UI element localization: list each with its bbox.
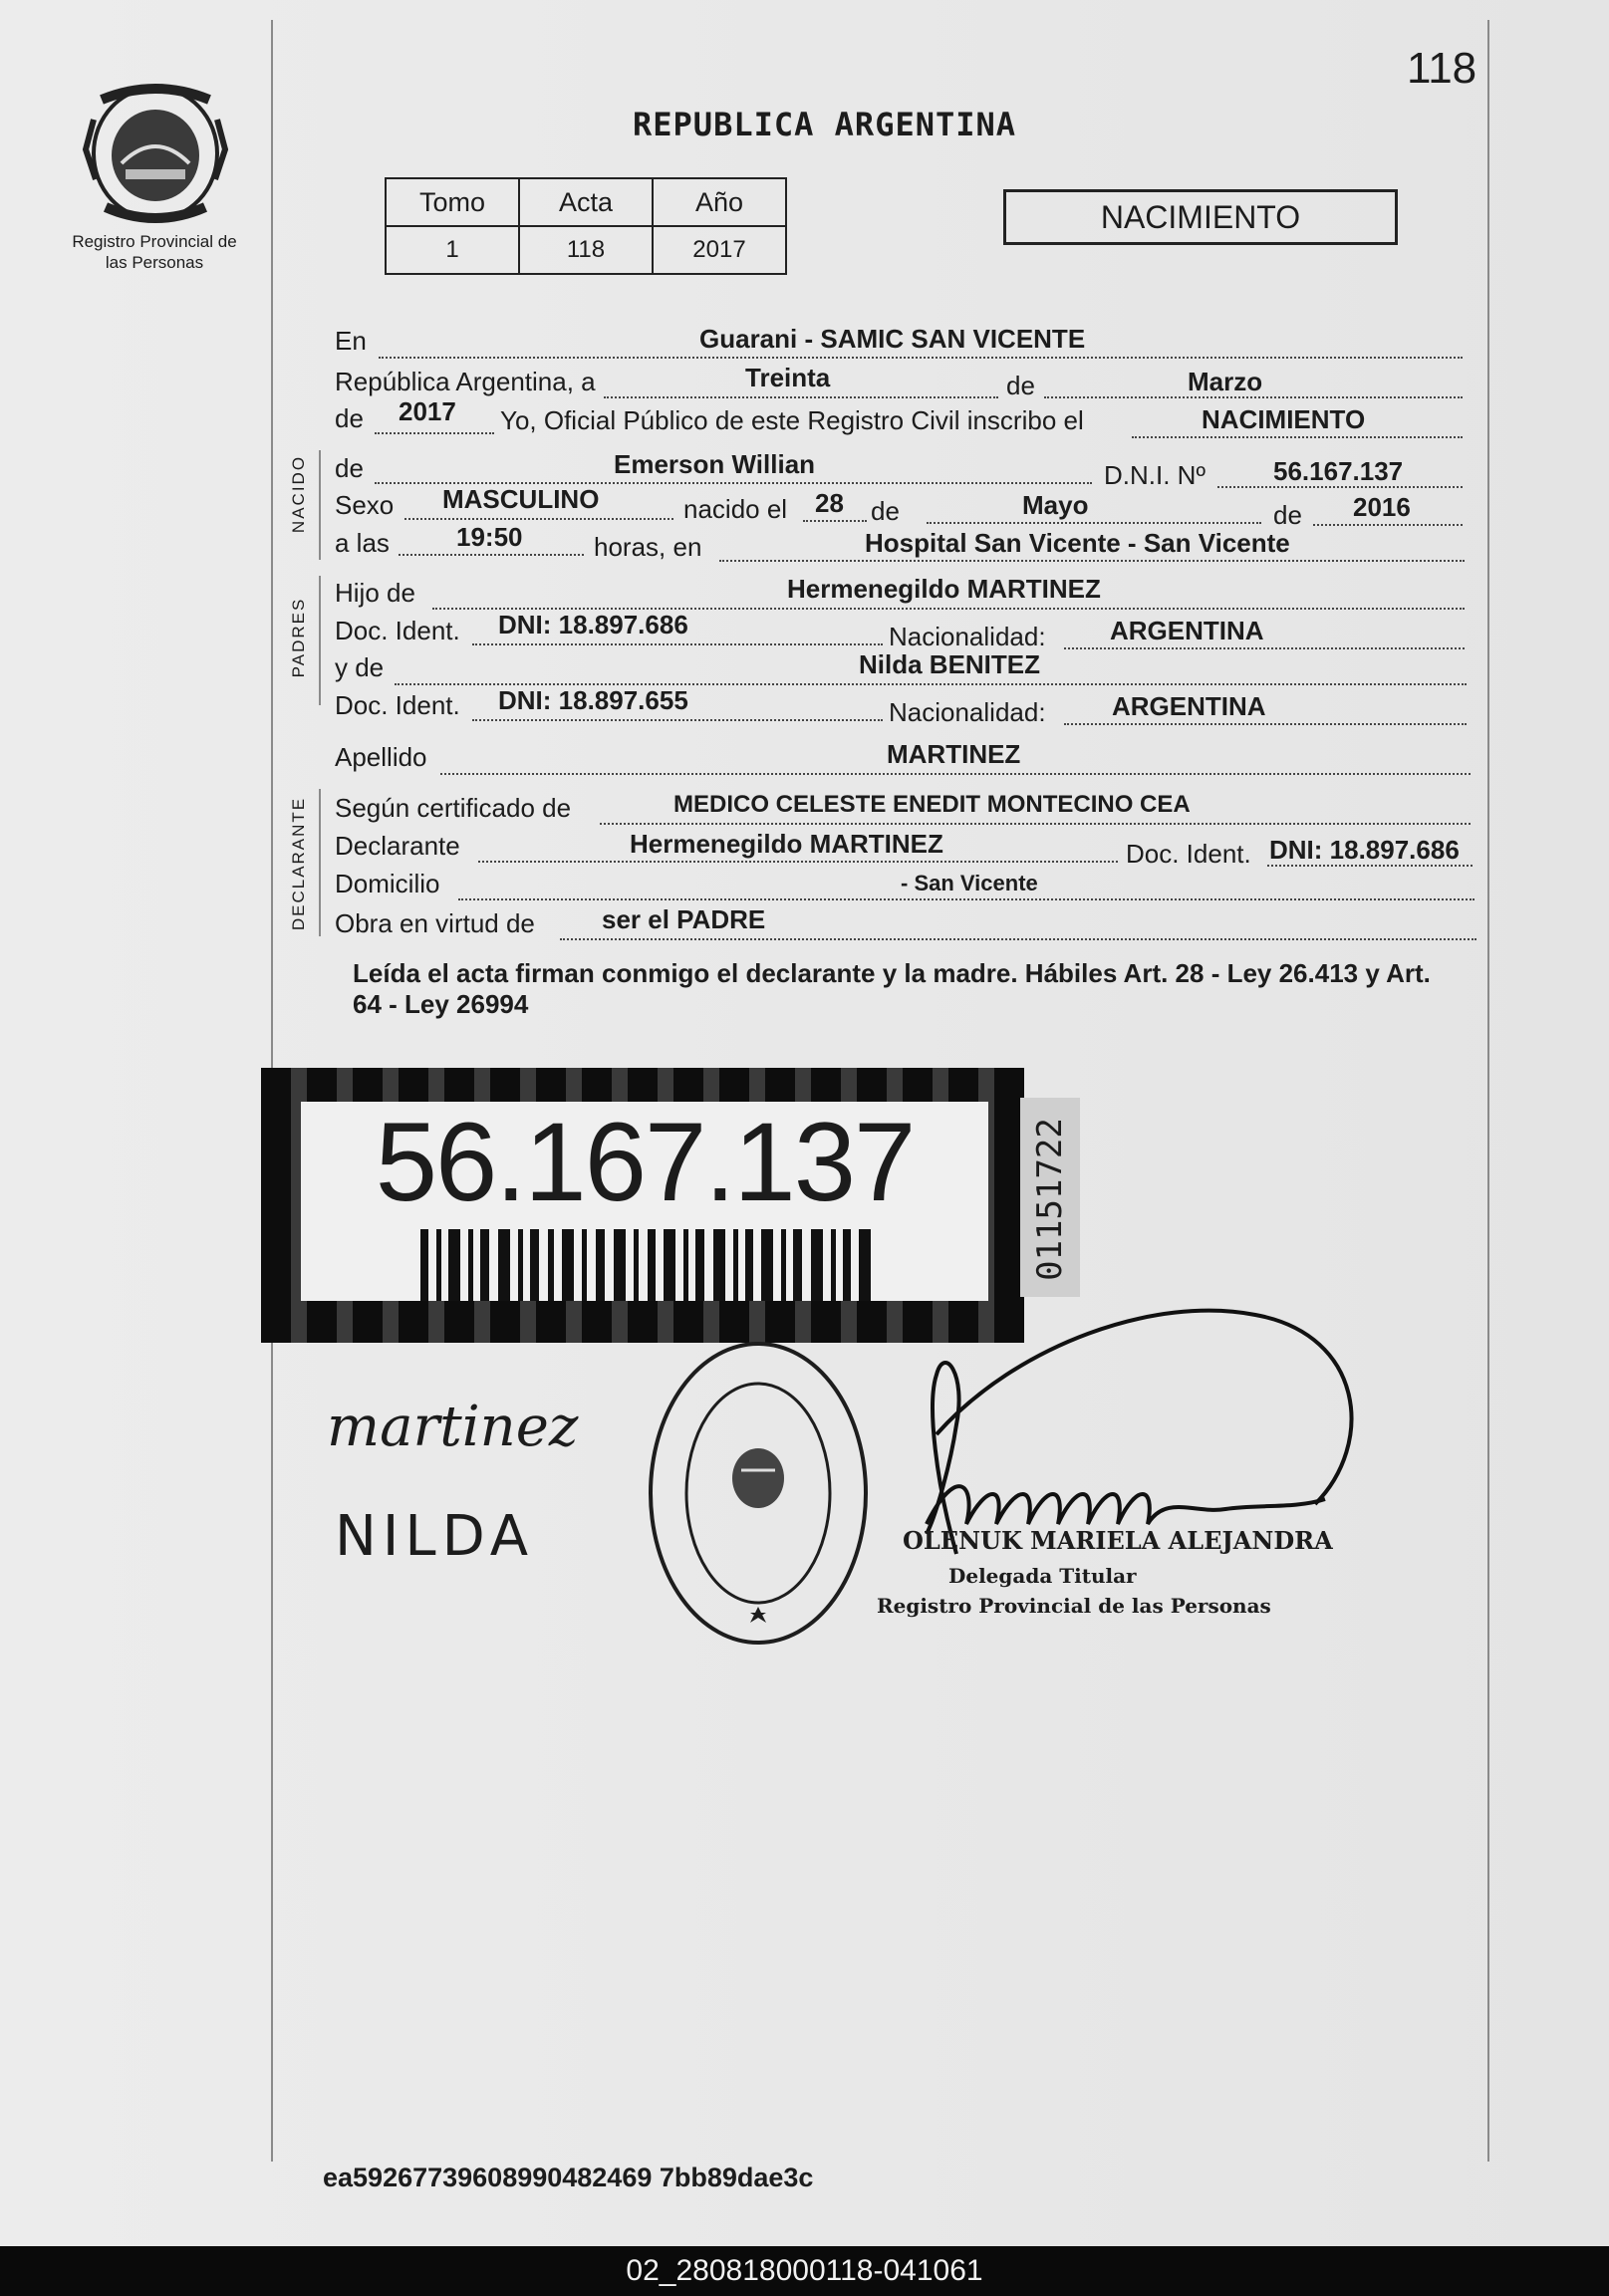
label-horas-en: horas, en bbox=[594, 532, 702, 562]
label-certificado: Según certificado de bbox=[335, 793, 572, 823]
birth-time-value: 19:50 bbox=[456, 522, 523, 552]
label-dni: D.N.I. Nº bbox=[1104, 460, 1206, 490]
line-birth-month bbox=[927, 522, 1261, 524]
line-domicile bbox=[458, 898, 1475, 900]
line-father-nat bbox=[1064, 647, 1465, 649]
dni-value: 56.167.137 bbox=[1273, 456, 1404, 486]
oficial-text: Yo, Oficial Público de este Registro Civil inscribo el bbox=[500, 405, 1084, 435]
line-mother-doc bbox=[472, 719, 883, 721]
label-de-month: de bbox=[1006, 371, 1035, 400]
label-doc-father: Doc. Ident. bbox=[335, 616, 460, 645]
declarante-bracket bbox=[319, 789, 321, 936]
table-value-ano: 2017 bbox=[653, 226, 786, 274]
table-value-tomo: 1 bbox=[386, 226, 519, 274]
label-y-de: y de bbox=[335, 652, 385, 682]
birth-day-value: 28 bbox=[815, 488, 844, 518]
label-en: En bbox=[335, 326, 367, 356]
line-surname bbox=[440, 773, 1471, 775]
domicile-value: - San Vicente bbox=[901, 871, 1038, 895]
signature-scribble bbox=[897, 1285, 1435, 1564]
label-doc-mother: Doc. Ident. bbox=[335, 690, 460, 720]
signer-role: Delegada Titular bbox=[948, 1564, 1137, 1588]
label-republica: República Argentina, a bbox=[335, 367, 596, 396]
table-value-acta: 118 bbox=[519, 226, 653, 274]
sticker-serial: 01151722 bbox=[1030, 1118, 1070, 1281]
line-en bbox=[379, 357, 1463, 359]
birth-month-value: Mayo bbox=[1022, 490, 1089, 520]
label-obra: Obra en virtud de bbox=[335, 908, 535, 938]
side-label-declarante: DECLARANTE bbox=[289, 796, 308, 931]
declarant-value: Hermenegildo MARTINEZ bbox=[630, 829, 943, 859]
year-value: 2017 bbox=[399, 396, 456, 426]
line-year bbox=[375, 432, 494, 434]
padres-bracket bbox=[319, 576, 321, 705]
handwritten-nilda: NILDA bbox=[335, 1504, 535, 1569]
label-nacionalidad-mother: Nacionalidad: bbox=[889, 697, 1046, 727]
side-label-padres: PADRES bbox=[289, 597, 308, 678]
label-doc-declarant: Doc. Ident. bbox=[1126, 839, 1251, 869]
label-de-birth-year: de bbox=[1273, 500, 1302, 530]
signer-name: OLENUK MARIELA ALEJANDRA bbox=[903, 1526, 1333, 1555]
sexo-value: MASCULINO bbox=[442, 484, 600, 514]
surname-value: MARTINEZ bbox=[887, 739, 1021, 769]
barcode bbox=[420, 1229, 879, 1301]
label-sexo: Sexo bbox=[335, 490, 395, 520]
page-number: 118 bbox=[1407, 44, 1477, 93]
label-nacionalidad-father: Nacionalidad: bbox=[889, 622, 1046, 651]
line-father-doc bbox=[472, 643, 883, 645]
footer-id: 02_280818000118-041061 bbox=[0, 2246, 1609, 2296]
label-nacido-el: nacido el bbox=[683, 494, 788, 524]
label-a-las: a las bbox=[335, 528, 390, 558]
misiones-province-seal bbox=[82, 80, 229, 227]
line-time bbox=[399, 554, 584, 556]
label-de-name: de bbox=[335, 453, 364, 483]
father-nat-value: ARGENTINA bbox=[1110, 616, 1264, 645]
label-de-birth-month: de bbox=[871, 496, 900, 526]
line-capacity bbox=[560, 938, 1476, 940]
line-declarant bbox=[478, 861, 1118, 863]
label-hijo-de: Hijo de bbox=[335, 578, 415, 608]
right-margin-line bbox=[1487, 20, 1489, 2162]
table-header-ano: Año bbox=[653, 178, 786, 226]
father-value: Hermenegildo MARTINEZ bbox=[787, 574, 1101, 604]
sticker-serial-tab bbox=[1020, 1098, 1080, 1297]
registry-name: Registro Provincial de las Personas bbox=[72, 232, 237, 272]
mother-doc-value: DNI: 18.897.655 bbox=[498, 685, 688, 715]
line-birth-day bbox=[803, 520, 867, 522]
father-doc-value: DNI: 18.897.686 bbox=[498, 610, 688, 639]
certificate-value: MEDICO CELESTE ENEDIT MONTECINO CEA bbox=[673, 791, 1191, 818]
sticker-dni-number: 56.167.137 bbox=[375, 1100, 915, 1224]
line-birth-place bbox=[719, 560, 1465, 562]
record-type-box: NACIMIENTO bbox=[1003, 189, 1398, 245]
label-declarante: Declarante bbox=[335, 831, 460, 861]
line-birth-year bbox=[1313, 524, 1463, 526]
nacido-bracket bbox=[319, 450, 321, 560]
reference-table bbox=[385, 177, 787, 275]
mother-value: Nilda BENITEZ bbox=[859, 649, 1041, 679]
birth-year-value: 2016 bbox=[1353, 492, 1411, 522]
side-label-nacido: NACIDO bbox=[289, 454, 308, 534]
line-day bbox=[604, 396, 998, 398]
day-value: Treinta bbox=[745, 363, 831, 392]
line-mother-nat bbox=[1064, 723, 1467, 725]
name-value: Emerson Willian bbox=[614, 449, 816, 479]
label-apellido: Apellido bbox=[335, 742, 427, 772]
line-certificate bbox=[600, 823, 1471, 825]
label-domicilio: Domicilio bbox=[335, 869, 440, 898]
record-value: NACIMIENTO bbox=[1202, 404, 1366, 434]
mother-nat-value: ARGENTINA bbox=[1112, 691, 1266, 721]
place-value: Guarani - SAMIC SAN VICENTE bbox=[699, 324, 1086, 354]
handwritten-martinez: martinez bbox=[327, 1395, 579, 1459]
declarant-doc-value: DNI: 18.897.686 bbox=[1269, 835, 1460, 865]
closing-note: Leída el acta firman conmigo el declarante y la madre. Hábiles Art. 28 - Ley 26.413 y Art. 64 - Ley 26994 bbox=[353, 958, 1431, 1019]
signer-org: Registro Provincial de las Personas bbox=[877, 1594, 1271, 1618]
line-sexo bbox=[404, 518, 673, 520]
birth-place-value: Hospital San Vicente - San Vicente bbox=[865, 528, 1290, 558]
table-header-acta: Acta bbox=[519, 178, 653, 226]
document-hash: ea59267739608990482469 7bb89dae3c bbox=[323, 2163, 814, 2192]
label-de-year: de bbox=[335, 403, 364, 433]
month-value: Marzo bbox=[1188, 367, 1263, 396]
line-record bbox=[1132, 436, 1463, 438]
capacity-value: ser el PADRE bbox=[602, 904, 766, 934]
document-title: REPUBLICA ARGENTINA bbox=[633, 106, 1017, 143]
table-header-tomo: Tomo bbox=[386, 178, 519, 226]
sticker-label bbox=[301, 1102, 988, 1301]
